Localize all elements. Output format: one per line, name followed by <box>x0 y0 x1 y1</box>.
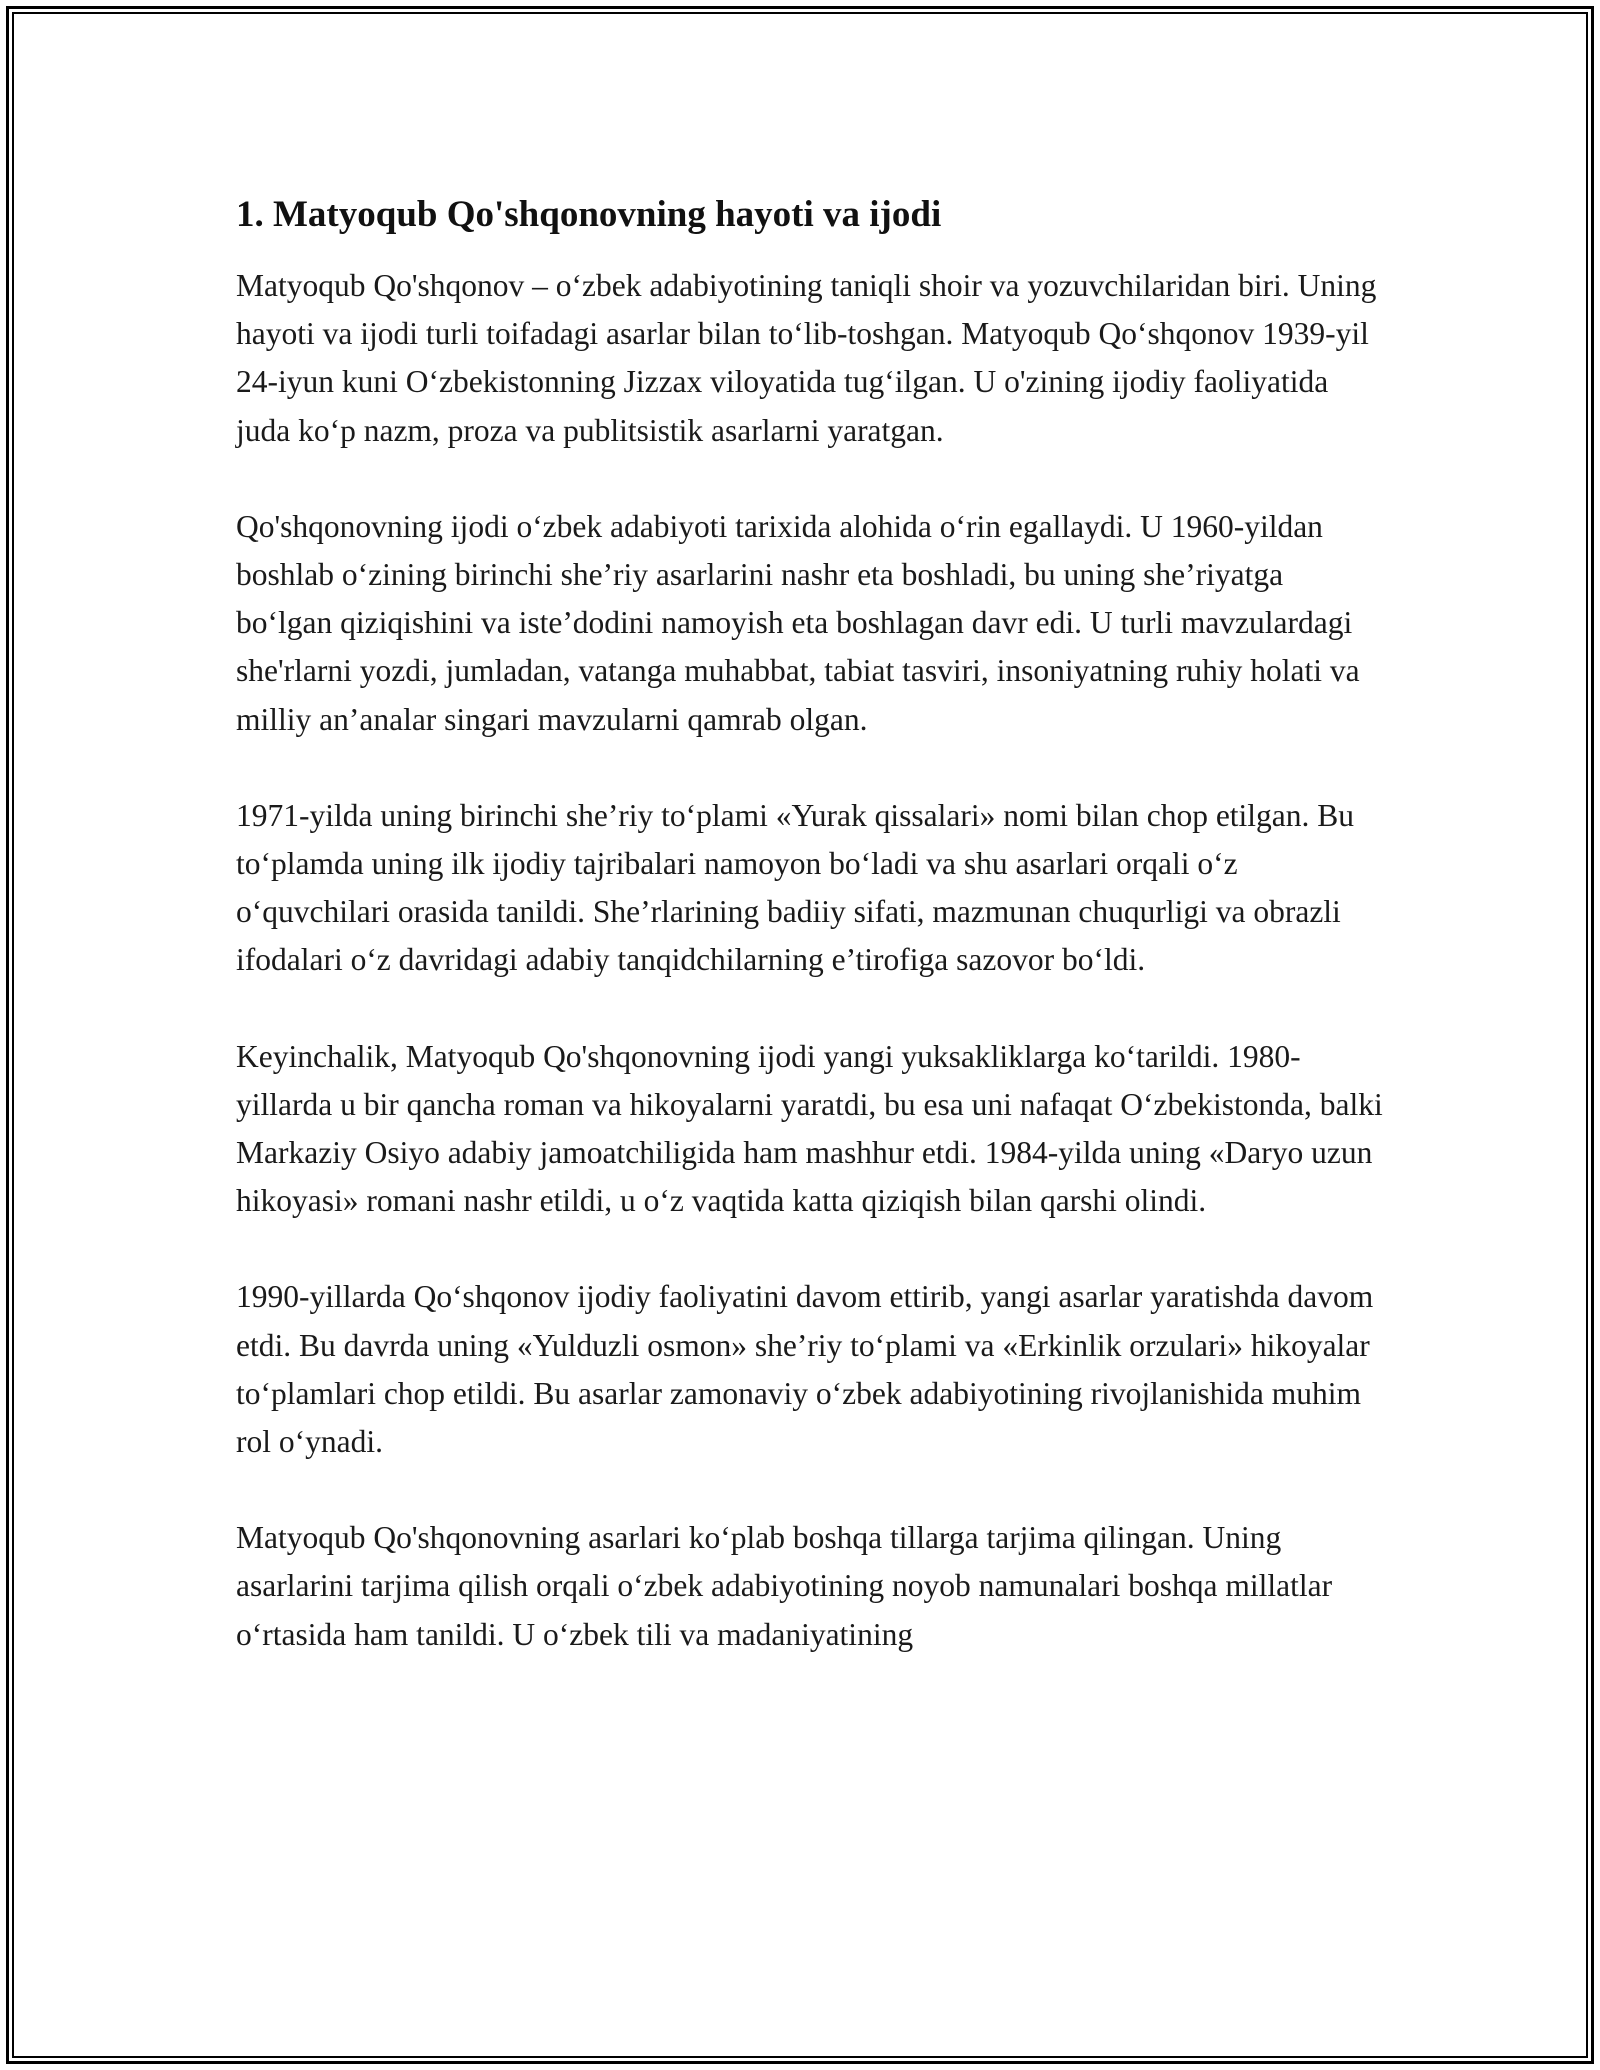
paragraph-first-collection: 1971-yilda uning birinchi she’riy to‘plami «Yurak qissalari» nomi bilan chop etilgan. Bu to‘plamda uning ilk ijodiy tajribalari namoyon bo‘ladi va shu asarlari orqali o‘z o‘quvchilari orasida tanildi. She’rlarining badiiy sifati, mazmunan chuqurligi va obrazli ifodalari o‘z davridagi adabiy tanqidchilarning e’tirofiga sazovor bo‘ldi. <box>236 797 1355 978</box>
paragraph-novels: Keyinchalik, Matyoqub Qo'shqonovning ijodi yangi yuksakliklarga ko‘tarildi. 1980-yillarda u bir qancha roman va hikoyalarni yaratdi, bu esa uni nafaqat O‘zbekistonda, balki Markaziy Osiyo adabiy jamoatchiligida ham mashhur etdi. 1984-yilda uning «Daryo uzun hikoyasi» romani nashr etildi, u o‘z vaqtida katta qiziqish bilan qarshi olindi. <box>236 1038 1383 1219</box>
paragraph-early-work: Qo'shqonovning ijodi o‘zbek adabiyoti tarixida alohida o‘rin egallaydi. U 1960-yildan boshlab o‘zining birinchi she’riy asarlarini nashr eta boshladi, bu uning she’riyatga bo‘lgan qiziqishini va iste’dodini namoyish eta boshlagan davr edi. U turli mavzulardagi she'rlarni yozdi, jumladan, vatanga muhabbat, tabiat tasviri, insoniyatning ruhiy holati va milliy an’analar singari mavzularni qamrab olgan. <box>236 508 1360 737</box>
paragraph-translations: Matyoqub Qo'shqonovning asarlari ko‘plab boshqa tillarga tarjima qilingan. Uning asarlarini tarjima qilish orqali o‘zbek adabiyotining noyob namunalari boshqa millatlar o‘rtasida ham tanildi. U o‘zbek tili va madaniyatining <box>236 1520 1333 1652</box>
document-body <box>236 186 1384 1659</box>
paragraph-birth: Matyoqub Qo'shqonov – o‘zbek adabiyotining taniqli shoir va yozuvchilaridan biri. Uning hayoti va ijodi turli toifadagi asarlar bilan to‘lib-toshgan. Matyoqub Qo‘shqonov 1939-yil 24-iyun kuni O‘zbekistonning Jizzax viloyatida tug‘ilgan. U o'zining ijodiy faoliyatida juda ko‘p nazm, proza va publitsistik asarlarni yaratgan. <box>236 268 1377 448</box>
paragraph-1990s: 1990-yillarda Qo‘shqonov ijodiy faoliyatini davom ettirib, yangi asarlar yaratishda davom etdi. Bu davrda uning «Yulduzli osmon» she’riy to‘plami va «Erkinlik orzulari» hikoyalar to‘plamlari chop etildi. Bu asarlar zamonaviy o‘zbek adabiyotining rivojlanishida muhim rol o‘ynadi. <box>236 1279 1374 1460</box>
document-title: 1. Matyoqub Qo'shqonovning hayoti va ijodi <box>236 194 942 235</box>
